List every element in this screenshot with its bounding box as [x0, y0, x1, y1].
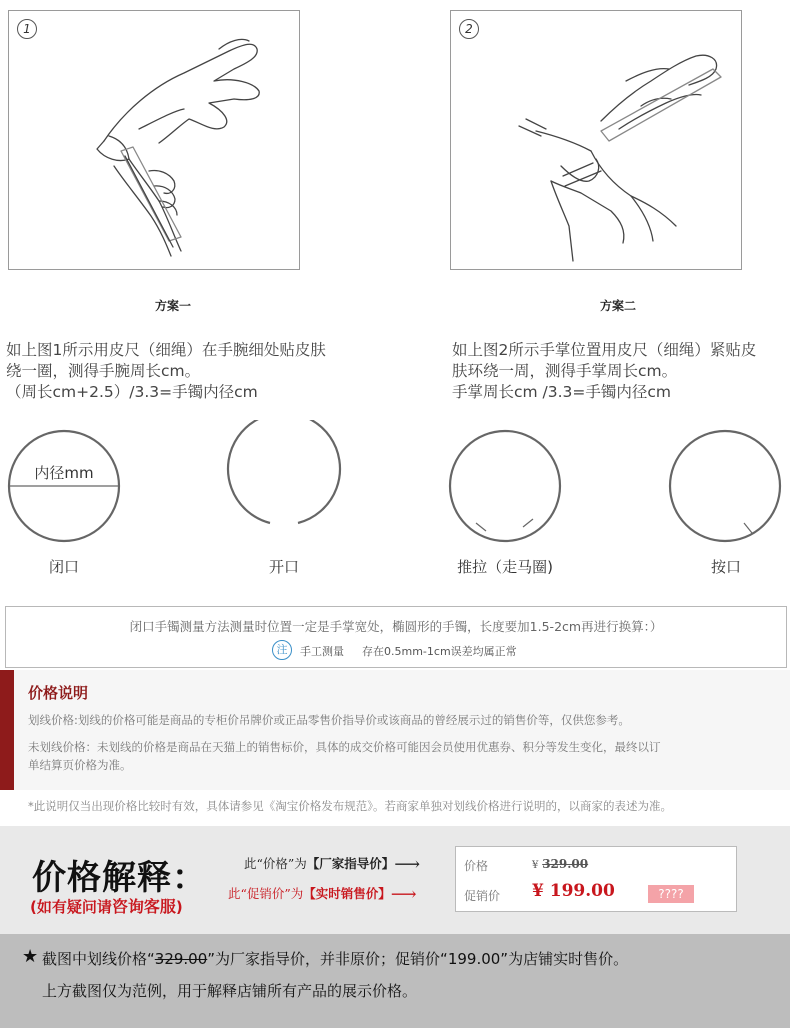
example-label-price: 价格 — [464, 859, 489, 873]
measurement-note-box — [5, 606, 787, 668]
palm-measure-illustration — [451, 11, 741, 269]
method-1-line: 如上图1所示用皮尺（细绳）在手腕细处贴皮肤 — [6, 341, 326, 359]
price-info-title: 价格说明 — [28, 684, 89, 702]
method-1-description — [6, 340, 366, 403]
note-sub-label: 手工测量 — [300, 645, 344, 658]
price-explain-subtitle: (如有疑问请咨询客服) — [30, 897, 183, 916]
step-number-1: 1 — [17, 19, 37, 39]
note-icon: 注 — [272, 640, 292, 660]
method-2-line: 手掌周长cm /3.3=手镯内径cm — [452, 383, 672, 401]
inner-diameter-label: 内径mm — [34, 464, 94, 482]
ring-label-snap: 按口 — [710, 558, 741, 576]
caption-method-1: 方案一 — [155, 299, 192, 313]
step-number-2: 2 — [459, 19, 479, 39]
bangle-types-diagram — [0, 420, 790, 550]
method-2-description — [452, 340, 788, 403]
bottom-line-1: 截图中划线价格“329.00”为厂家指导价，并非原价；促销价“199.00”为店铺实时售价。 — [42, 950, 629, 968]
explain-row-sale-price: 此“促销价”为【实时销售价】⟶ — [228, 884, 417, 905]
wrist-measure-illustration — [9, 11, 299, 269]
price-info-para2-line2: 单结算页价格为准。 — [28, 758, 132, 772]
push-pull-bangle-ring — [450, 431, 560, 541]
price-example-box — [455, 846, 737, 912]
ring-label-open: 开口 — [268, 558, 299, 576]
price-info-section — [0, 670, 790, 790]
explain-row-list-price: 此“价格”为【厂家指导价】⟶ — [244, 854, 421, 875]
price-explain-section — [0, 826, 790, 934]
price-info-accent-bar — [0, 670, 14, 790]
illustration-panel-2 — [450, 10, 742, 270]
ring-label-push-pull: 推拉（走马圈) — [457, 558, 553, 576]
caption-method-2: 方案二 — [600, 299, 637, 313]
price-info-para2-line1: 未划线价格：未划线的价格是商品在天猫上的销售标价，具体的成交价格可能因会员使用优惠券、积分等发生变化，最终以订 — [28, 740, 661, 754]
snap-bangle-ring — [670, 431, 780, 541]
example-orig-price: ¥ 329.00 — [532, 857, 589, 871]
price-explain-title: 价格解释： — [32, 858, 207, 898]
star-icon: ★ — [22, 946, 39, 967]
method-1-line: 绕一圈，测得手腕周长cm。 — [6, 362, 201, 380]
method-2-line: 如上图2所示手掌位置用皮尺（细绳）紧贴皮 — [452, 341, 757, 359]
note-sub-text: 存在0.5mm-1cm误差均属正常 — [362, 645, 517, 658]
method-2-line: 肤环绕一周，测得手掌周长cm。 — [452, 362, 678, 380]
bottom-explanation-band — [0, 934, 790, 1028]
example-promo-badge: ???? — [648, 885, 694, 903]
price-info-para1: 划线价格:划线的价格可能是商品的专柜价吊牌价或正品零售价指导价或该商品的曾经展示过的销售价等，仅供您参考。 — [28, 713, 630, 727]
method-1-line: （周长cm+2.5）/3.3=手镯内径cm — [6, 383, 258, 401]
price-info-footnote: *此说明仅当出现价格比较时有效，具体请参见《淘宝价格发布规范》。若商家单独对划线价格进行说明的，以商家的表述为准。 — [28, 799, 672, 813]
example-sale-price: ¥ 199.00 — [532, 881, 615, 901]
open-bangle-ring — [228, 420, 340, 523]
ring-label-closed: 闭口 — [48, 558, 79, 576]
bottom-line-2: 上方截图仅为范例，用于解释店铺所有产品的展示价格。 — [42, 982, 418, 1000]
example-label-sale: 促销价 — [464, 889, 501, 903]
illustration-panel-1 — [8, 10, 300, 270]
note-text: 闭口手镯测量方法测量时位置一定是手掌宽处，椭圆形的手镯，长度要加1.5-2cm再进行换算：） — [129, 619, 663, 634]
